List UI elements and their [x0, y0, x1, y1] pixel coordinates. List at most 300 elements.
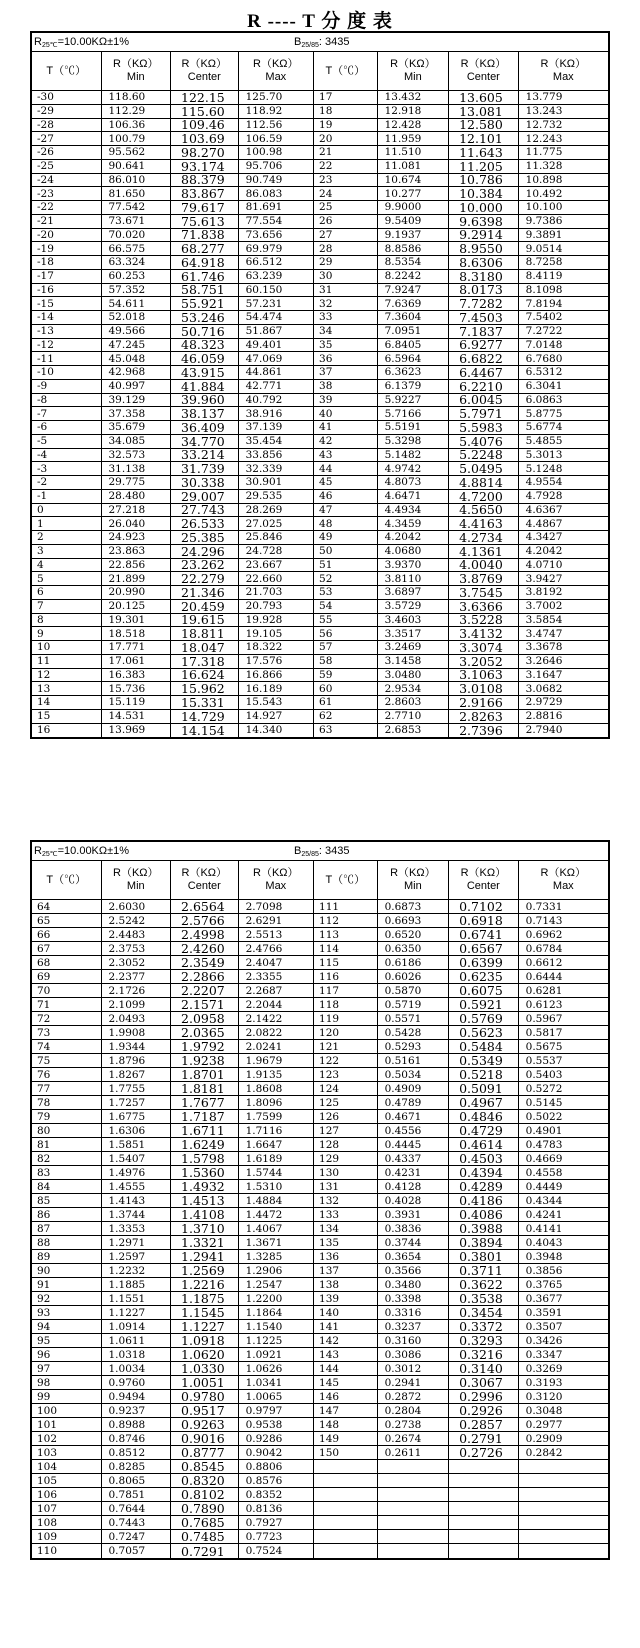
r-center-cell: 22.279: [171, 572, 239, 585]
r-min-cell: 1.8796: [102, 1054, 172, 1067]
r-center-cell: 0.9780: [171, 1390, 239, 1403]
r-center-cell: 5.2248: [449, 449, 519, 462]
table-row: [32, 1320, 608, 1334]
r-max-cell: 1.4067: [239, 1222, 314, 1235]
r-max-cell: 1.0065: [239, 1390, 314, 1403]
temp-cell: 127: [314, 1124, 378, 1137]
r-center-cell: 0.3711: [449, 1264, 519, 1277]
r-max-cell: [519, 1516, 608, 1529]
r-max-cell: 16.189: [239, 682, 314, 695]
r-max-cell: 1.0921: [239, 1348, 314, 1361]
r-center-cell: 1.4108: [171, 1208, 239, 1221]
r-max-cell: 2.2687: [239, 984, 314, 997]
r-min-cell: 4.8073: [378, 476, 450, 489]
table-row: [32, 1278, 608, 1292]
r-min-cell: 28.480: [102, 490, 172, 503]
r-min-cell: 4.9742: [378, 462, 450, 475]
r-max-cell: 11.328: [525, 160, 563, 173]
table-row: [32, 1348, 608, 1362]
r-center-cell: 2.0365: [171, 1026, 239, 1039]
table-row: [32, 1236, 608, 1250]
r-max-cell: 3.5854: [525, 613, 563, 626]
r-min-cell: 16.383: [102, 669, 172, 682]
table-row: [32, 998, 608, 1012]
r-min-cell: 70.020: [102, 229, 172, 242]
r-max-cell: 0.3426: [525, 1334, 563, 1347]
r-min-cell: 8.8586: [378, 242, 450, 255]
temp-cell: 87: [32, 1222, 102, 1235]
r-min-cell: 6.1379: [378, 380, 450, 393]
r-center-cell: 9.2914: [449, 229, 519, 242]
table-row: [32, 669, 608, 683]
r-min-cell: 0.8065: [102, 1474, 172, 1487]
r-max-cell: 77.554: [239, 215, 314, 228]
r-center-cell: 1.1545: [171, 1306, 239, 1319]
temp-cell: 93: [32, 1306, 102, 1319]
table-row: [32, 928, 608, 942]
r-min-cell: 2.7710: [378, 710, 450, 723]
temp-cell: -7: [32, 407, 102, 420]
temp-cell: 88: [32, 1236, 102, 1249]
temp-cell: -4: [32, 449, 102, 462]
r-max-cell: 0.8136: [239, 1502, 314, 1515]
r-center-cell: 6.4467: [449, 366, 519, 379]
r-center-cell: 12.580: [449, 119, 519, 132]
r-center-cell: 1.3710: [171, 1222, 239, 1235]
temp-cell: 36: [314, 352, 378, 365]
r-center-cell: 0.3538: [449, 1292, 519, 1305]
r-max-cell: [519, 1460, 608, 1473]
temp-cell: 102: [32, 1432, 102, 1445]
r-max-cell: 1.0626: [239, 1362, 314, 1375]
table-row: [32, 1068, 608, 1082]
r-min-cell: 0.4909: [378, 1082, 450, 1095]
r-center-cell: 16.624: [171, 669, 239, 682]
temp-cell: 59: [314, 669, 378, 682]
r-max-cell: [519, 1474, 608, 1487]
temp-cell: -5: [32, 435, 102, 448]
r-center-cell: 23.262: [171, 559, 239, 572]
r-max-cell: 30.901: [239, 476, 314, 489]
header-r-max: R（KΩ） Max: [540, 867, 587, 892]
r-center-cell: 0.3140: [449, 1362, 519, 1375]
r-min-cell: 1.8267: [102, 1068, 172, 1081]
r-max-cell: 0.3591: [525, 1306, 563, 1319]
r-max-cell: 0.9797: [239, 1404, 314, 1417]
temp-cell: -21: [32, 215, 102, 228]
r-min-cell: 1.0914: [102, 1320, 172, 1333]
r-min-cell: 2.1726: [102, 984, 172, 997]
table-row: [32, 1096, 608, 1110]
r-max-cell: 33.856: [239, 449, 314, 462]
temp-cell: 8: [32, 614, 102, 627]
r-max-cell: 69.979: [239, 242, 314, 255]
r-max-cell: 3.2646: [525, 655, 563, 668]
r-min-cell: 3.5729: [378, 600, 450, 613]
r-max-cell: 0.3120: [525, 1390, 563, 1403]
r-min-cell: 49.566: [102, 325, 172, 338]
r-min-cell: 1.0611: [102, 1334, 172, 1347]
temp-cell: [314, 1544, 378, 1558]
rt-table-1: [30, 31, 610, 739]
r-max-cell: 0.4783: [525, 1138, 563, 1151]
temp-cell: -18: [32, 256, 102, 269]
temp-cell: 18: [314, 105, 378, 118]
r-center-cell: 12.101: [449, 132, 519, 145]
temp-cell: -10: [32, 366, 102, 379]
r-center-cell: 0.9016: [171, 1432, 239, 1445]
r-min-cell: 0.4445: [378, 1138, 450, 1151]
r-min-cell: 0.4337: [378, 1152, 450, 1165]
r-min-cell: 0.2738: [378, 1418, 450, 1431]
temp-cell: 15: [32, 710, 102, 723]
spec-line: [32, 842, 608, 861]
table-row: [32, 325, 608, 339]
r-min-cell: 8.2242: [378, 270, 450, 283]
r-center-cell: 2.9166: [449, 696, 519, 709]
table-row: [32, 1222, 608, 1236]
r-min-cell: 15.736: [102, 682, 172, 695]
r-center-cell: 103.69: [171, 132, 239, 145]
r-min-cell: 12.918: [378, 105, 450, 118]
r-center-cell: 8.6306: [449, 256, 519, 269]
r-max-cell: 0.4901: [525, 1124, 563, 1137]
table-row: [32, 1516, 608, 1530]
r-max-cell: 86.083: [239, 187, 314, 200]
r-max-cell: 1.4472: [239, 1208, 314, 1221]
table-row: [32, 394, 608, 408]
r-min-cell: 106.36: [102, 119, 172, 132]
temp-cell: 101: [32, 1418, 102, 1431]
r-max-cell: 2.0241: [239, 1040, 314, 1053]
r-center-cell: 46.059: [171, 352, 239, 365]
r-max-cell: 0.7927: [239, 1516, 314, 1529]
r-max-cell: 27.025: [239, 517, 314, 530]
r-min-cell: 54.611: [102, 297, 172, 310]
temp-cell: 58: [314, 655, 378, 668]
r-min-cell: 0.3480: [378, 1278, 450, 1291]
temp-cell: 61: [314, 696, 378, 709]
r-max-cell: 4.6367: [525, 503, 563, 516]
r-max-cell: 28.269: [239, 504, 314, 517]
r-min-cell: 1.9908: [102, 1026, 172, 1039]
r-max-cell: 0.9286: [239, 1432, 314, 1445]
table-row: [32, 1544, 608, 1558]
table-row: [32, 435, 608, 449]
table-row: [32, 119, 608, 133]
temp-cell: 9: [32, 627, 102, 640]
r-max-cell: 0.2977: [525, 1418, 563, 1431]
r-min-cell: 1.5407: [102, 1152, 172, 1165]
table-row: [32, 229, 608, 243]
temp-cell: 126: [314, 1110, 378, 1123]
r-max-cell: 6.3041: [525, 380, 563, 393]
temp-cell: -15: [32, 297, 102, 310]
r-center-cell: 50.716: [171, 325, 239, 338]
header-r-min: R（KΩ） Min: [378, 861, 450, 899]
r-min-cell: [378, 1502, 450, 1515]
r-min-cell: 9.1937: [378, 229, 450, 242]
header-r-max: R（KΩ） Max: [239, 52, 314, 90]
table-row: [32, 311, 608, 325]
r-center-cell: 2.0958: [171, 1012, 239, 1025]
r-min-cell: 23.863: [102, 545, 172, 558]
table-row: [32, 710, 608, 724]
r-min-cell: 18.518: [102, 627, 172, 640]
table-row: [32, 1082, 608, 1096]
table-row: [32, 1194, 608, 1208]
temp-cell: 30: [314, 270, 378, 283]
temp-cell: 55: [314, 614, 378, 627]
r-center-cell: 4.0040: [449, 559, 519, 572]
temp-cell: 21: [314, 146, 378, 159]
r-max-cell: 4.2042: [525, 545, 563, 558]
r-min-cell: 0.3566: [378, 1264, 450, 1277]
r-center-cell: 24.296: [171, 545, 239, 558]
r-min-cell: 0.9237: [102, 1404, 172, 1417]
temp-cell: [314, 1460, 378, 1473]
r-max-cell: 35.454: [239, 435, 314, 448]
r-min-cell: 45.048: [102, 352, 172, 365]
r-center-cell: 0.9263: [171, 1418, 239, 1431]
r-center-cell: 2.8263: [449, 710, 519, 723]
temp-cell: -22: [32, 201, 102, 214]
r-max-cell: 10.898: [525, 173, 563, 186]
r-min-cell: 5.1482: [378, 449, 450, 462]
r-max-cell: 0.4449: [525, 1180, 563, 1193]
temp-cell: 103: [32, 1446, 102, 1459]
r-max-cell: 0.3193: [525, 1376, 563, 1389]
r-center-cell: 0.6399: [449, 956, 519, 969]
r-center-cell: 33.214: [171, 449, 239, 462]
temp-cell: -25: [32, 160, 102, 173]
r-min-cell: 63.324: [102, 256, 172, 269]
temp-cell: 116: [314, 970, 378, 983]
r-center-cell: 11.643: [449, 146, 519, 159]
temp-cell: 140: [314, 1306, 378, 1319]
r-center-cell: 1.5360: [171, 1166, 239, 1179]
r-center-cell: 9.6398: [449, 215, 519, 228]
r-center-cell: 3.4132: [449, 627, 519, 640]
temp-cell: 113: [314, 928, 378, 941]
r-min-cell: 0.6520: [378, 928, 450, 941]
r-min-cell: 95.562: [102, 146, 172, 159]
r-max-cell: 44.861: [239, 366, 314, 379]
r-max-cell: 2.1422: [239, 1012, 314, 1025]
r-min-cell: 1.1885: [102, 1278, 172, 1291]
r-max-cell: 0.3048: [525, 1404, 563, 1417]
r-min-cell: 24.923: [102, 531, 172, 544]
table-row: [32, 1404, 608, 1418]
r-min-cell: 4.0680: [378, 545, 450, 558]
temp-cell: -1: [32, 490, 102, 503]
r-center-cell: 15.962: [171, 682, 239, 695]
r-min-cell: 0.2804: [378, 1404, 450, 1417]
r-min-cell: 0.7851: [102, 1488, 172, 1501]
table-row: [32, 1110, 608, 1124]
r-center-cell: 0.6741: [449, 928, 519, 941]
r-min-cell: 3.9370: [378, 559, 450, 572]
r-center-cell: 3.6366: [449, 600, 519, 613]
table-row: [32, 682, 608, 696]
r-center-cell: 0.4289: [449, 1180, 519, 1193]
r-max-cell: 51.867: [239, 325, 314, 338]
r-min-cell: 6.8405: [378, 339, 450, 352]
r-center-cell: 26.533: [171, 517, 239, 530]
r-min-cell: 13.969: [102, 724, 172, 738]
r-max-cell: 118.92: [239, 105, 314, 118]
r-center-cell: 20.459: [171, 600, 239, 613]
r-min-cell: 0.6026: [378, 970, 450, 983]
r-max-cell: 0.6612: [525, 956, 563, 969]
table-row: [32, 1488, 608, 1502]
r-max-cell: 2.6291: [239, 914, 314, 927]
r-min-cell: 0.5161: [378, 1054, 450, 1067]
r-min-cell: 90.641: [102, 160, 172, 173]
temp-cell: 16: [32, 724, 102, 738]
r-center-cell: 0.2791: [449, 1432, 519, 1445]
r-center-cell: 0.7291: [171, 1544, 239, 1558]
r-center-cell: 0.5623: [449, 1026, 519, 1039]
r-center-cell: 0.5921: [449, 998, 519, 1011]
r-center-cell: 1.1875: [171, 1292, 239, 1305]
r-min-cell: 15.119: [102, 696, 172, 709]
r-center-cell: 0.6918: [449, 914, 519, 927]
r-min-cell: 77.542: [102, 201, 172, 214]
r-center-cell: 1.0918: [171, 1334, 239, 1347]
temp-cell: 143: [314, 1348, 378, 1361]
table-row: [32, 1530, 608, 1544]
temp-cell: 68: [32, 956, 102, 969]
r-center-cell: 1.9238: [171, 1054, 239, 1067]
r-max-cell: 0.5145: [525, 1096, 563, 1109]
r-max-cell: 17.576: [239, 655, 314, 668]
r-center-cell: 0.8320: [171, 1474, 239, 1487]
table-row: [32, 572, 608, 586]
temp-cell: 31: [314, 284, 378, 297]
r-max-cell: 13.779: [525, 91, 563, 104]
r-max-cell: 9.0514: [525, 242, 563, 255]
r-max-cell: 0.7524: [239, 1544, 314, 1558]
r-center-cell: 2.6564: [171, 900, 239, 913]
temp-cell: 141: [314, 1320, 378, 1333]
table-row: [32, 407, 608, 421]
r-max-cell: 0.6444: [525, 970, 563, 983]
table-row: [32, 1474, 608, 1488]
r-max-cell: 3.3678: [525, 641, 563, 654]
r-center-cell: 0.2926: [449, 1404, 519, 1417]
temp-cell: 133: [314, 1208, 378, 1221]
r-center-cell: [449, 1530, 519, 1543]
r-min-cell: 26.040: [102, 517, 172, 530]
temp-cell: 83: [32, 1166, 102, 1179]
temp-cell: 13: [32, 682, 102, 695]
table-row: [32, 600, 608, 614]
r-max-cell: 0.4043: [525, 1236, 563, 1249]
temp-cell: 67: [32, 942, 102, 955]
temp-cell: 60: [314, 682, 378, 695]
r-max-cell: 6.5312: [525, 366, 563, 379]
table-row: [32, 655, 608, 669]
r-max-cell: 5.4855: [525, 435, 563, 448]
r-max-cell: 9.3891: [525, 228, 563, 241]
r-max-cell: 0.3765: [525, 1278, 563, 1291]
table-row: [32, 105, 608, 119]
temp-cell: 27: [314, 229, 378, 242]
temp-cell: 12: [32, 669, 102, 682]
r-max-cell: 0.5817: [525, 1026, 563, 1039]
temp-cell: 66: [32, 928, 102, 941]
r-min-cell: 9.9000: [378, 201, 450, 214]
table-row: [32, 504, 608, 518]
table-row: [32, 270, 608, 284]
table-row: [32, 531, 608, 545]
r-center-cell: 1.0330: [171, 1362, 239, 1375]
r-max-cell: 6.0863: [525, 393, 563, 406]
table-row: [32, 462, 608, 476]
table-row: [32, 1040, 608, 1054]
r-min-cell: 73.671: [102, 215, 172, 228]
r-min-cell: [378, 1488, 450, 1501]
r-center-cell: 1.6249: [171, 1138, 239, 1151]
r-center-cell: 18.811: [171, 627, 239, 640]
r-center-cell: [449, 1544, 519, 1558]
r-min-cell: 1.2232: [102, 1264, 172, 1277]
r-center-cell: 13.081: [449, 105, 519, 118]
r-max-cell: 1.2906: [239, 1264, 314, 1277]
r-min-cell: 47.245: [102, 339, 172, 352]
temp-cell: 81: [32, 1138, 102, 1151]
r-max-cell: 0.8806: [239, 1460, 314, 1473]
r-min-cell: 5.9227: [378, 394, 450, 407]
r-max-cell: 0.9042: [239, 1446, 314, 1459]
r-max-cell: 2.4047: [239, 956, 314, 969]
table-row: [32, 1138, 608, 1152]
temp-cell: 107: [32, 1502, 102, 1515]
temp-cell: 86: [32, 1208, 102, 1221]
r-max-cell: 10.100: [525, 201, 563, 214]
temp-cell: 6: [32, 586, 102, 599]
r-min-cell: 52.018: [102, 311, 172, 324]
r-center-cell: 8.3180: [449, 270, 519, 283]
temp-cell: 56: [314, 627, 378, 640]
r-center-cell: 0.5484: [449, 1040, 519, 1053]
r-max-cell: 8.7258: [525, 256, 563, 269]
r-max-cell: 66.512: [239, 256, 314, 269]
temp-cell: 106: [32, 1488, 102, 1501]
table-row: [32, 1264, 608, 1278]
temp-cell: 51: [314, 559, 378, 572]
r-min-cell: 66.575: [102, 242, 172, 255]
temp-cell: 78: [32, 1096, 102, 1109]
r-max-cell: 0.2909: [525, 1432, 563, 1445]
temp-cell: 73: [32, 1026, 102, 1039]
r-center-cell: 19.615: [171, 614, 239, 627]
r-max-cell: 12.243: [525, 132, 563, 145]
r-max-cell: 0.8576: [239, 1474, 314, 1487]
temp-cell: 146: [314, 1390, 378, 1403]
r-center-cell: 6.9277: [449, 339, 519, 352]
r-center-cell: 6.0045: [449, 394, 519, 407]
header-temp: T（℃）: [314, 861, 378, 899]
temp-cell: 17: [314, 91, 378, 104]
temp-cell: 46: [314, 490, 378, 503]
r-min-cell: 4.3459: [378, 517, 450, 530]
table-row: [32, 1432, 608, 1446]
table-row: [32, 1446, 608, 1460]
r-min-cell: 60.253: [102, 270, 172, 283]
r-min-cell: 7.9247: [378, 284, 450, 297]
